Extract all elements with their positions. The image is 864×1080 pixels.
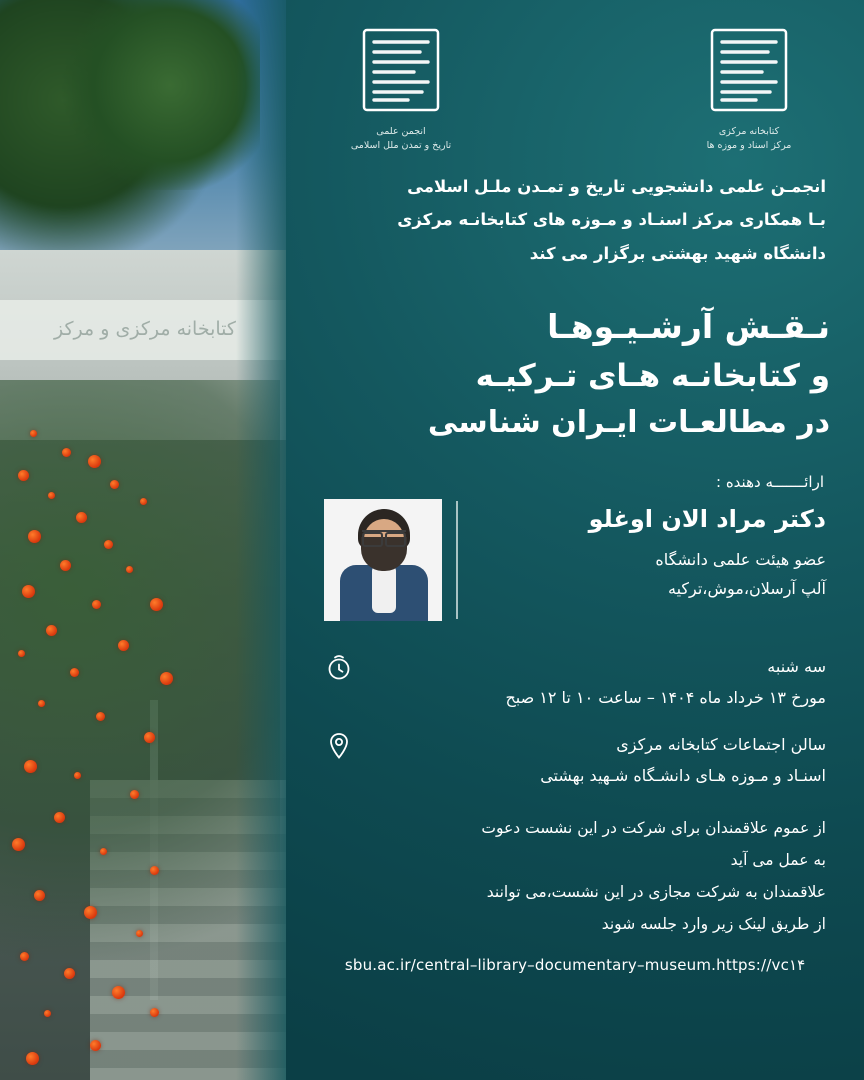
speaker-affiliation [472, 545, 826, 604]
clock-icon [324, 651, 354, 687]
invitation-note-line-3: علاقمندان به شرکت مجازی در این نشست،می توانند [486, 882, 826, 901]
meeting-link[interactable]: sbu.ac.ir/central–library–documentary–museum.https://vc۱۴ [344, 956, 806, 975]
speaker-block [324, 499, 826, 621]
logo-row [286, 0, 864, 154]
event-title-line-2: و کتابخانـه هـای تـرکیـه [475, 358, 830, 395]
background-photo [0, 0, 286, 1080]
logo-caption-left-line1: کتابخانه مرکزی [718, 126, 780, 137]
speaker-portrait [324, 499, 442, 621]
location-pin-icon [324, 729, 354, 765]
tree-foliage-2 [60, 0, 260, 190]
logo-scientific-association [326, 26, 476, 154]
sbu-seal-icon [358, 26, 444, 118]
speaker-affiliation-line-1: عضو هیئت علمی دانشگاه [655, 549, 826, 569]
event-place-line-1: سالن اجتماعات کتابخانه مرکزی [616, 735, 826, 754]
speaker-info [472, 499, 826, 604]
logo-caption-right-line1: انجمن علمی [376, 126, 426, 137]
speaker-affiliation-line-2: آلپ آرسلان،موش،ترکیه [668, 579, 826, 599]
logo-caption-left-line2: مرکز اسناد و موزه ها [706, 140, 792, 152]
event-title-line-3: در مطالعـات ایـران شناسی [427, 405, 830, 441]
logo-caption-right-line2: تاریخ و تمدن ملل اسلامی [350, 140, 452, 152]
logo-caption-right [326, 125, 476, 154]
event-time-text [366, 651, 826, 713]
building-sign-text: کتابخانه مرکزی و مرکز [54, 318, 236, 340]
invitation-note-line-1: از عموم علاقمندان برای شرکت در این نشست دعوت [481, 819, 826, 838]
logo-central-library [674, 26, 824, 154]
intro-line-3: دانشگاه شهید بهشتی برگزار می کند [529, 244, 826, 264]
event-time-line-2: مورخ ۱۳ خرداد ماه ۱۴۰۴ – ساعت ۱۰ تا ۱۲ صبح [505, 687, 826, 707]
sbu-seal-icon [706, 26, 792, 118]
event-details [324, 651, 826, 792]
intro-block [324, 170, 826, 271]
event-time-row [324, 651, 826, 713]
invitation-notes [324, 813, 826, 940]
event-place-line-2: اسنـاد و مـوزه هـای دانشـگاه شـهید بهشتی [540, 766, 826, 786]
invitation-note-line-4: از طریق لینک زیر وارد جلسه شوند [601, 914, 826, 933]
presenter-label: ارائـــــــه دهنده : [716, 472, 824, 491]
event-place-row [324, 729, 826, 791]
photo-gradient-fade [236, 0, 286, 1080]
speaker-name: دکتر مراد الان اوغلو [588, 504, 826, 533]
event-time-line-1: سه شنبه [767, 656, 826, 676]
event-title-line-1: نـقـش آرشـیـوهـا [547, 306, 830, 346]
invitation-note-line-2: به عمل می آید [730, 851, 826, 870]
speaker-divider [456, 501, 458, 619]
content-column [286, 0, 864, 1080]
intro-line-2: بـا همکاری مرکز اسنـاد و مـوزه های کتابخانـه مرکزی [397, 210, 826, 230]
event-place-text [366, 729, 826, 791]
intro-line-1: انجمـن علمی دانشجویی تاریخ و تمـدن ملـل اسلامی [407, 176, 826, 196]
event-title [320, 301, 830, 447]
logo-caption-left [674, 125, 824, 154]
